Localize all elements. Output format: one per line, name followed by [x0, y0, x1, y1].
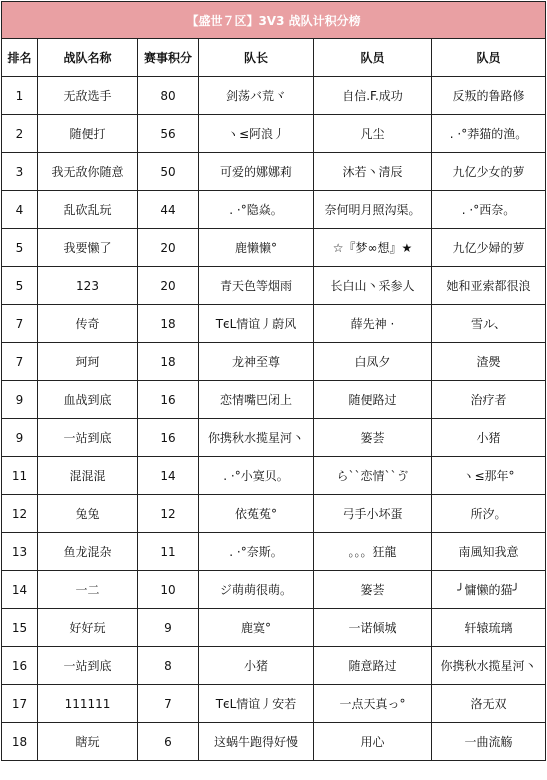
member-cell: 随便路过 — [314, 381, 432, 419]
team-name-cell: 兔兔 — [38, 495, 138, 533]
member-cell: 长白山丶采参人 — [314, 267, 432, 305]
member-cell: 你携秋水揽星河丶 — [432, 647, 546, 685]
captain-cell: 可爱的娜娜莉 — [199, 153, 314, 191]
captain-cell: . ·°隐焱。 — [199, 191, 314, 229]
table-row — [2, 647, 546, 685]
member-cell: 一点天真っ° — [314, 685, 432, 723]
score-cell: 20 — [138, 229, 199, 267]
captain-cell: 龙神至尊 — [199, 343, 314, 381]
score-cell: 14 — [138, 457, 199, 495]
score-cell: 16 — [138, 419, 199, 457]
table-row — [2, 419, 546, 457]
member-cell: ☆『梦∞想』★ — [314, 229, 432, 267]
rank-cell: 7 — [2, 305, 38, 343]
score-cell: 56 — [138, 115, 199, 153]
rank-cell: 7 — [2, 343, 38, 381]
team-name-cell: 珂珂 — [38, 343, 138, 381]
title-row — [2, 2, 546, 39]
team-name-cell: 随便打 — [38, 115, 138, 153]
member-cell: 九亿少女的萝 — [432, 153, 546, 191]
team-name-cell: 一站到底 — [38, 419, 138, 457]
score-cell: 80 — [138, 77, 199, 115]
score-cell: 12 — [138, 495, 199, 533]
table-row — [2, 381, 546, 419]
table-row — [2, 533, 546, 571]
member-cell: 随意路过 — [314, 647, 432, 685]
header-member: 队员 — [314, 39, 432, 77]
captain-cell: . ·°小寞贝。 — [199, 457, 314, 495]
member-cell: 弓手小坏蛋 — [314, 495, 432, 533]
rank-cell: 18 — [2, 723, 38, 761]
table-row — [2, 191, 546, 229]
rank-cell: 2 — [2, 115, 38, 153]
member-cell: 篓荟 — [314, 571, 432, 609]
table-row — [2, 457, 546, 495]
team-name-cell: 混混混 — [38, 457, 138, 495]
team-name-cell: 我无敌你随意 — [38, 153, 138, 191]
rank-cell: 12 — [2, 495, 38, 533]
rank-cell: 17 — [2, 685, 38, 723]
table-row — [2, 77, 546, 115]
table-title: 【盛世７区】3V3 战队计积分榜 — [2, 2, 546, 39]
score-cell: 7 — [138, 685, 199, 723]
table-row — [2, 229, 546, 267]
header-captain: 队长 — [199, 39, 314, 77]
member-cell: 渣爂 — [432, 343, 546, 381]
rank-cell: 4 — [2, 191, 38, 229]
header-rank: 排名 — [2, 39, 38, 77]
member-cell: 雪ル、 — [432, 305, 546, 343]
captain-cell: 这蜗牛跑得好慢 — [199, 723, 314, 761]
captain-cell: 恋情嘴巴闭上 — [199, 381, 314, 419]
captain-cell: 鹿懒懒° — [199, 229, 314, 267]
score-cell: 10 — [138, 571, 199, 609]
captain-cell: 青天色等烟雨 — [199, 267, 314, 305]
rank-cell: 9 — [2, 381, 38, 419]
header-row — [2, 39, 546, 77]
score-cell: 44 — [138, 191, 199, 229]
member-cell: 九亿少婦的萝 — [432, 229, 546, 267]
member-cell: 反叛的鲁路修 — [432, 77, 546, 115]
score-cell: 9 — [138, 609, 199, 647]
member-cell: 凡尘 — [314, 115, 432, 153]
rank-cell: 13 — [2, 533, 38, 571]
member-cell: 小猪 — [432, 419, 546, 457]
member-cell: . ·°莽猫的渔。 — [432, 115, 546, 153]
score-cell: 50 — [138, 153, 199, 191]
rank-cell: 15 — [2, 609, 38, 647]
score-cell: 18 — [138, 343, 199, 381]
captain-cell: ヽ≤阿浪丿 — [199, 115, 314, 153]
table-row — [2, 267, 546, 305]
member-cell: 她和亚索都很浪 — [432, 267, 546, 305]
member-cell: 奈何明月照沟渠。 — [314, 191, 432, 229]
rank-cell: 9 — [2, 419, 38, 457]
team-name-cell: 无敌选手 — [38, 77, 138, 115]
captain-cell: ジ萌萌很萌。 — [199, 571, 314, 609]
member-cell: 沐若丶清辰 — [314, 153, 432, 191]
score-cell: 8 — [138, 647, 199, 685]
rank-cell: 16 — [2, 647, 38, 685]
team-name-cell: 好好玩 — [38, 609, 138, 647]
table-row — [2, 495, 546, 533]
table-row — [2, 571, 546, 609]
rank-cell: 11 — [2, 457, 38, 495]
member-cell: 用心 — [314, 723, 432, 761]
member-cell: 一诺倾城 — [314, 609, 432, 647]
member-cell: 自信.F.成功 — [314, 77, 432, 115]
member-cell: 薛先神 · — [314, 305, 432, 343]
member-cell: 轩辕琉璃 — [432, 609, 546, 647]
score-cell: 20 — [138, 267, 199, 305]
rank-cell: 3 — [2, 153, 38, 191]
score-cell: 16 — [138, 381, 199, 419]
score-cell: 6 — [138, 723, 199, 761]
rank-cell: 5 — [2, 267, 38, 305]
table-row — [2, 305, 546, 343]
team-name-cell: 一站到底 — [38, 647, 138, 685]
captain-cell: 鹿寞° — [199, 609, 314, 647]
score-cell: 11 — [138, 533, 199, 571]
leaderboard-table — [1, 1, 546, 761]
member-cell: ヽ≤那年° — [432, 457, 546, 495]
table-row — [2, 343, 546, 381]
rank-cell: 5 — [2, 229, 38, 267]
team-name-cell: 传奇 — [38, 305, 138, 343]
captain-cell: . ·°奈斯。 — [199, 533, 314, 571]
table-row — [2, 153, 546, 191]
table-body — [2, 77, 546, 761]
member-cell: 南風知我意 — [432, 533, 546, 571]
team-name-cell: 乱砍乱玩 — [38, 191, 138, 229]
table-row — [2, 723, 546, 761]
team-name-cell: 鱼龙混杂 — [38, 533, 138, 571]
table-row — [2, 685, 546, 723]
team-name-cell: 我要懒了 — [38, 229, 138, 267]
member-cell: 一曲流觞 — [432, 723, 546, 761]
captain-cell: 剑荡バ荒ヾ — [199, 77, 314, 115]
table-row — [2, 115, 546, 153]
member-cell: ╯慵懒的猫╯ — [432, 571, 546, 609]
team-name-cell: 一二 — [38, 571, 138, 609]
member-cell: 所汐。 — [432, 495, 546, 533]
captain-cell: 小猪 — [199, 647, 314, 685]
captain-cell: 你携秋水揽星河丶 — [199, 419, 314, 457]
member-cell: 治疗者 — [432, 381, 546, 419]
member-cell: 白凤夕 — [314, 343, 432, 381]
captain-cell: 依菟菟° — [199, 495, 314, 533]
score-cell: 18 — [138, 305, 199, 343]
table-row — [2, 609, 546, 647]
member-cell: ら``恋情``ゔ — [314, 457, 432, 495]
team-name-cell: 瞎玩 — [38, 723, 138, 761]
team-name-cell: 血战到底 — [38, 381, 138, 419]
rank-cell: 1 — [2, 77, 38, 115]
team-name-cell: 111111 — [38, 685, 138, 723]
team-name-cell: 123 — [38, 267, 138, 305]
member-cell: 篓荟 — [314, 419, 432, 457]
member-cell: 洛无双 — [432, 685, 546, 723]
member-cell: 。。。狂龍 — [314, 533, 432, 571]
header-member: 队员 — [432, 39, 546, 77]
header-score: 赛事积分 — [138, 39, 199, 77]
captain-cell: TєL情谊丿蔚风 — [199, 305, 314, 343]
member-cell: . ·°西奈。 — [432, 191, 546, 229]
rank-cell: 14 — [2, 571, 38, 609]
header-team-name: 战队名称 — [38, 39, 138, 77]
captain-cell: TєL情谊丿安若 — [199, 685, 314, 723]
